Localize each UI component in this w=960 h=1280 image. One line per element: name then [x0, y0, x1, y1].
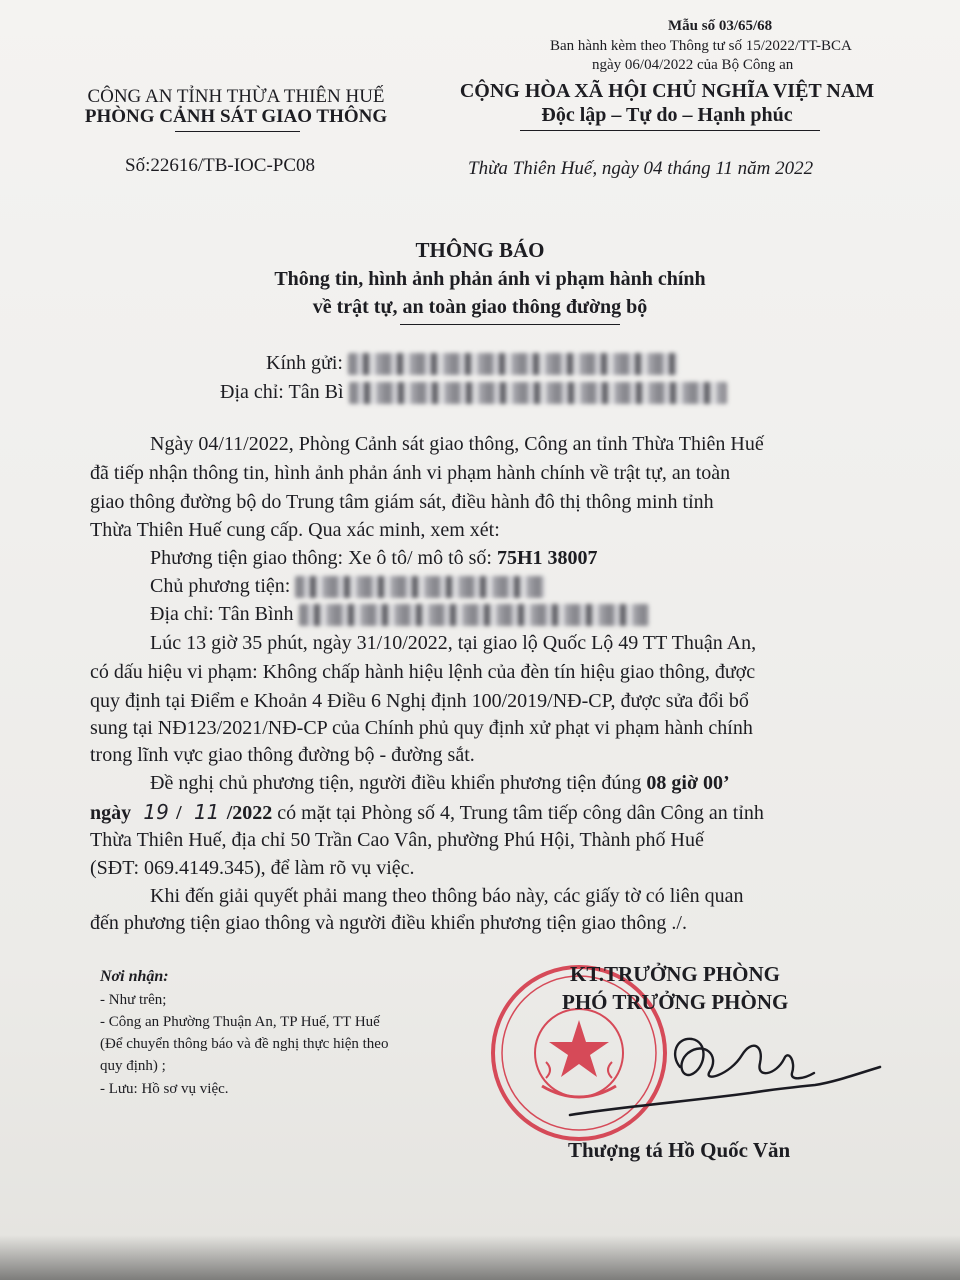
- form-issued-line1: Ban hành kèm theo Thông tư số 15/2022/TT-BCA: [550, 38, 852, 54]
- recipient-line: [266, 349, 678, 378]
- redacted-address: [349, 382, 727, 404]
- recipient-address-line: [220, 378, 727, 407]
- sign-title-1: KT.TRƯỞNG PHÒNG: [570, 962, 780, 986]
- body-p1-line1: Ngày 04/11/2022, Phòng Cảnh sát giao thông, Công an tỉnh Thừa Thiên Huế: [150, 433, 764, 455]
- recipient-label: Kính gửi:: [266, 352, 343, 374]
- doc-title: THÔNG BÁO: [415, 238, 545, 262]
- nation-name: CỘNG HÒA XÃ HỘI CHỦ NGHĨA VIỆT NAM: [459, 80, 875, 102]
- recipient-item-4: quy định) ;: [100, 1058, 166, 1074]
- body-p2-line1: Lúc 13 giờ 35 phút, ngày 31/10/2022, tại giao lộ Quốc Lộ 49 TT Thuận An,: [150, 632, 757, 654]
- form-issued-line2: ngày 06/04/2022 của Bộ Công an: [592, 57, 794, 73]
- recipient-item-5: - Lưu: Hồ sơ vụ việc.: [100, 1081, 229, 1097]
- appointment-month: 11: [193, 800, 220, 824]
- body-p1-line4: Thừa Thiên Huế cung cấp. Qua xác minh, xem xét:: [90, 519, 500, 541]
- signer-name: Thượng tá Hồ Quốc Văn: [568, 1138, 791, 1162]
- body-p1-line3: giao thông đường bộ do Trung tâm giám sát, điều hành đô thị thông minh tỉnh: [90, 491, 714, 513]
- vehicle-plate: 75H1 38007: [496, 547, 598, 569]
- agency-parent: CÔNG AN TỈNH THỪA THIÊN HUẾ: [87, 86, 385, 107]
- appointment-time: 08 giờ 00’: [646, 772, 730, 794]
- p3-text: Đề nghị chủ phương tiện, người điều khiển phương tiện đúng: [150, 772, 647, 794]
- vehicle-line: [150, 544, 598, 573]
- nation-motto: Độc lập – Tự do – Hạnh phúc: [541, 104, 793, 126]
- date-slash: /: [176, 802, 182, 824]
- agency-underline: [175, 131, 300, 132]
- sign-title-2: PHÓ TRƯỞNG PHÒNG: [562, 990, 789, 1014]
- redacted-name: [348, 353, 678, 375]
- appointment-year: /2022: [226, 802, 273, 824]
- body-p3-line1: [150, 769, 730, 798]
- recipient-item-1: - Như trên;: [100, 992, 167, 1008]
- vehicle-label: Phương tiện giao thông: Xe ô tô/ mô tô số:: [150, 547, 497, 569]
- owner-label: Chủ phương tiện:: [150, 575, 291, 597]
- recipient-item-3: (Để chuyển thông báo và đề nghị thực hiện theo: [100, 1036, 389, 1052]
- body-p2-line2: có dấu hiệu vi phạm: Không chấp hành hiệu lệnh của đèn tín hiệu giao thông, được: [90, 661, 756, 683]
- owner-line: [150, 572, 545, 601]
- body-p2-line5: trong lĩnh vực giao thông đường bộ - đường sắt.: [90, 744, 475, 766]
- recipient-address-label: Địa chỉ: Tân Bì: [220, 381, 344, 403]
- agency-name: PHÒNG CẢNH SÁT GIAO THÔNG: [84, 106, 388, 127]
- appointment-day: 19: [143, 800, 169, 824]
- motto-underline: [520, 130, 820, 131]
- recipient-item-2: - Công an Phường Thuận An, TP Huế, TT Huế: [100, 1014, 380, 1030]
- doc-subtitle-1: Thông tin, hình ảnh phản ánh vi phạm hành chính: [274, 268, 706, 290]
- place-date: Thừa Thiên Huế, ngày 04 tháng 11 năm 2022: [468, 158, 814, 179]
- p3-line2-rest: có mặt tại Phòng số 4, Trung tâm tiếp công dân Công an tỉnh: [272, 802, 764, 824]
- handwritten-signature: [560, 1015, 900, 1130]
- recipients-title: Nơi nhận:: [100, 968, 169, 985]
- body-p2-line3: quy định tại Điểm e Khoản 4 Điều 6 Nghị định 100/2019/NĐ-CP, được sửa đổi bổ: [90, 690, 749, 712]
- redacted-owner-address: [299, 604, 649, 626]
- form-number: Mẫu số 03/65/68: [668, 18, 773, 34]
- body-p1-line2: đã tiếp nhận thông tin, hình ảnh phản ánh vi phạm hành chính về trật tự, an toàn: [90, 462, 731, 484]
- page-bottom-shadow: [0, 1235, 960, 1280]
- redacted-owner: [295, 576, 545, 598]
- body-p3-line4: (SĐT: 069.4149.345), để làm rõ vụ việc.: [90, 857, 415, 879]
- body-p3-line3: Thừa Thiên Huế, địa chỉ 50 Trần Cao Vân, phường Phú Hội, Thành phố Huế: [90, 829, 704, 851]
- document-number: Số:22616/TB-IOC-PC08: [125, 155, 316, 176]
- doc-subtitle-2: về trật tự, an toàn giao thông đường bộ: [312, 296, 648, 318]
- body-p3-line2: [90, 798, 764, 828]
- title-underline: [400, 324, 620, 325]
- owner-address-line: [150, 600, 649, 629]
- body-p2-line4: sung tại NĐ123/2021/NĐ-CP của Chính phủ quy định xử phạt vi phạm hành chính: [90, 717, 753, 739]
- body-p4-line2: đến phương tiện giao thông và người điều khiển phương tiện giao thông ./.: [90, 912, 687, 934]
- appointment-ngay: ngày: [90, 802, 132, 824]
- owner-address-label: Địa chỉ: Tân Bình: [150, 603, 294, 625]
- body-p4-line1: Khi đến giải quyết phải mang theo thông báo này, các giấy tờ có liên quan: [150, 885, 744, 907]
